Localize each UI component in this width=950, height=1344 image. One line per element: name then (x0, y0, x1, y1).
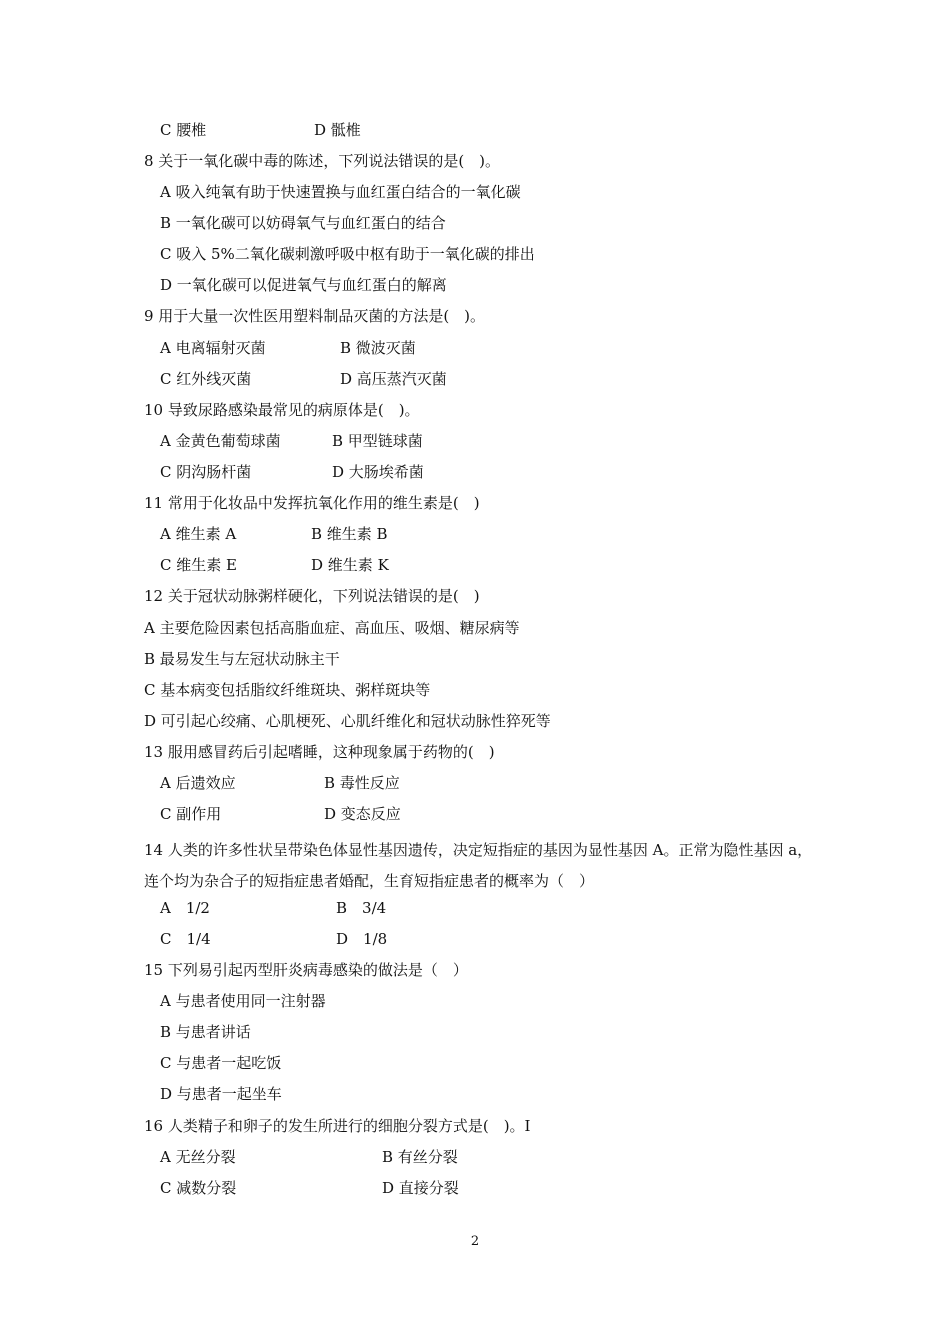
q11-option-d: D 维生素 K (311, 556, 389, 574)
q13-option-a: A 后遗效应 (160, 774, 236, 792)
q10-stem: 10 导致尿路感染最常见的病原体是( )。 (144, 401, 420, 419)
q16-stem: 16 人类精子和卵子的发生所进行的细胞分裂方式是( )。I (144, 1117, 531, 1135)
q9-option-a: A 电离辐射灭菌 (160, 339, 266, 357)
q12-option-a: A 主要危险因素包括高脂血症、高血压、吸烟、糖尿病等 (144, 619, 520, 637)
q9-option-d: D 高压蒸汽灭菌 (340, 370, 447, 388)
q12-option-b: B 最易发生与左冠状动脉主干 (144, 650, 340, 668)
q9-option-c: C 红外线灭菌 (160, 370, 252, 388)
q7-option-d: D 骶椎 (314, 121, 361, 139)
q16-option-d: D 直接分裂 (382, 1179, 459, 1197)
page-number: 2 (470, 1234, 480, 1249)
q11-option-b: B 维生素 B (311, 525, 388, 543)
q14-option-b: B 3/4 (336, 899, 387, 917)
q11-option-a: A 维生素 A (160, 525, 237, 543)
q8-option-a: A 吸入纯氧有助于快速置换与血红蛋白结合的一氧化碳 (160, 183, 521, 201)
q15-option-d: D 与患者一起坐车 (160, 1085, 282, 1103)
q12-option-d: D 可引起心绞痛、心肌梗死、心肌纤维化和冠状动脉性猝死等 (144, 712, 551, 730)
q12-option-c: C 基本病变包括脂纹纤维斑块、粥样斑块等 (144, 681, 431, 699)
q11-stem: 11 常用于化妆品中发挥抗氧化作用的维生素是( ) (144, 494, 480, 512)
q10-option-a: A 金黄色葡萄球菌 (160, 432, 281, 450)
q13-option-c: C 副作用 (160, 805, 222, 823)
q15-option-a: A 与患者使用同一注射器 (160, 992, 326, 1010)
q8-option-c: C 吸入 5%二氧化碳刺激呼吸中枢有助于一氧化碳的排出 (160, 245, 535, 263)
q13-option-d: D 变态反应 (324, 805, 401, 823)
q8-option-d: D 一氧化碳可以促进氧气与血红蛋白的解离 (160, 276, 447, 294)
q11-option-c: C 维生素 E (160, 556, 237, 574)
q16-option-c: C 减数分裂 (160, 1179, 237, 1197)
q9-option-b: B 微波灭菌 (340, 339, 416, 357)
q14-stem: 14 人类的许多性状呈带染色体显性基因遗传，决定短指症的基因为显性基因 A。正常为隐性基因 a，连个均为杂合子的短指症患者婚配，生育短指症患者的概率为（ ） (144, 841, 813, 890)
q16-option-a: A 无丝分裂 (160, 1148, 236, 1166)
q14-option-d: D 1/8 (336, 930, 388, 948)
q12-stem: 12 关于冠状动脉粥样硬化，下列说法错误的是( ) (144, 587, 480, 605)
q8-stem: 8 关于一氧化碳中毒的陈述，下列说法错误的是( )。 (144, 152, 501, 170)
q8-option-b: B 一氧化碳可以妨碍氧气与血红蛋白的结合 (160, 214, 446, 232)
q10-option-b: B 甲型链球菌 (332, 432, 423, 450)
q14-option-c: C 1/4 (160, 930, 211, 948)
q15-option-c: C 与患者一起吃饭 (160, 1054, 282, 1072)
q13-option-b: B 毒性反应 (324, 774, 400, 792)
q10-option-c: C 阴沟肠杆菌 (160, 463, 252, 481)
q7-option-c: C 腰椎 (160, 121, 207, 139)
q14-option-a: A 1/2 (160, 899, 210, 917)
q15-stem: 15 下列易引起丙型肝炎病毒感染的做法是（ ） (144, 961, 468, 979)
q9-stem: 9 用于大量一次性医用塑料制品灭菌的方法是( )。 (144, 307, 486, 325)
q10-option-d: D 大肠埃希菌 (332, 463, 424, 481)
q13-stem: 13 服用感冒药后引起嗜睡，这种现象属于药物的( ) (144, 743, 495, 761)
q16-option-b: B 有丝分裂 (382, 1148, 458, 1166)
q15-option-b: B 与患者讲话 (160, 1023, 251, 1041)
